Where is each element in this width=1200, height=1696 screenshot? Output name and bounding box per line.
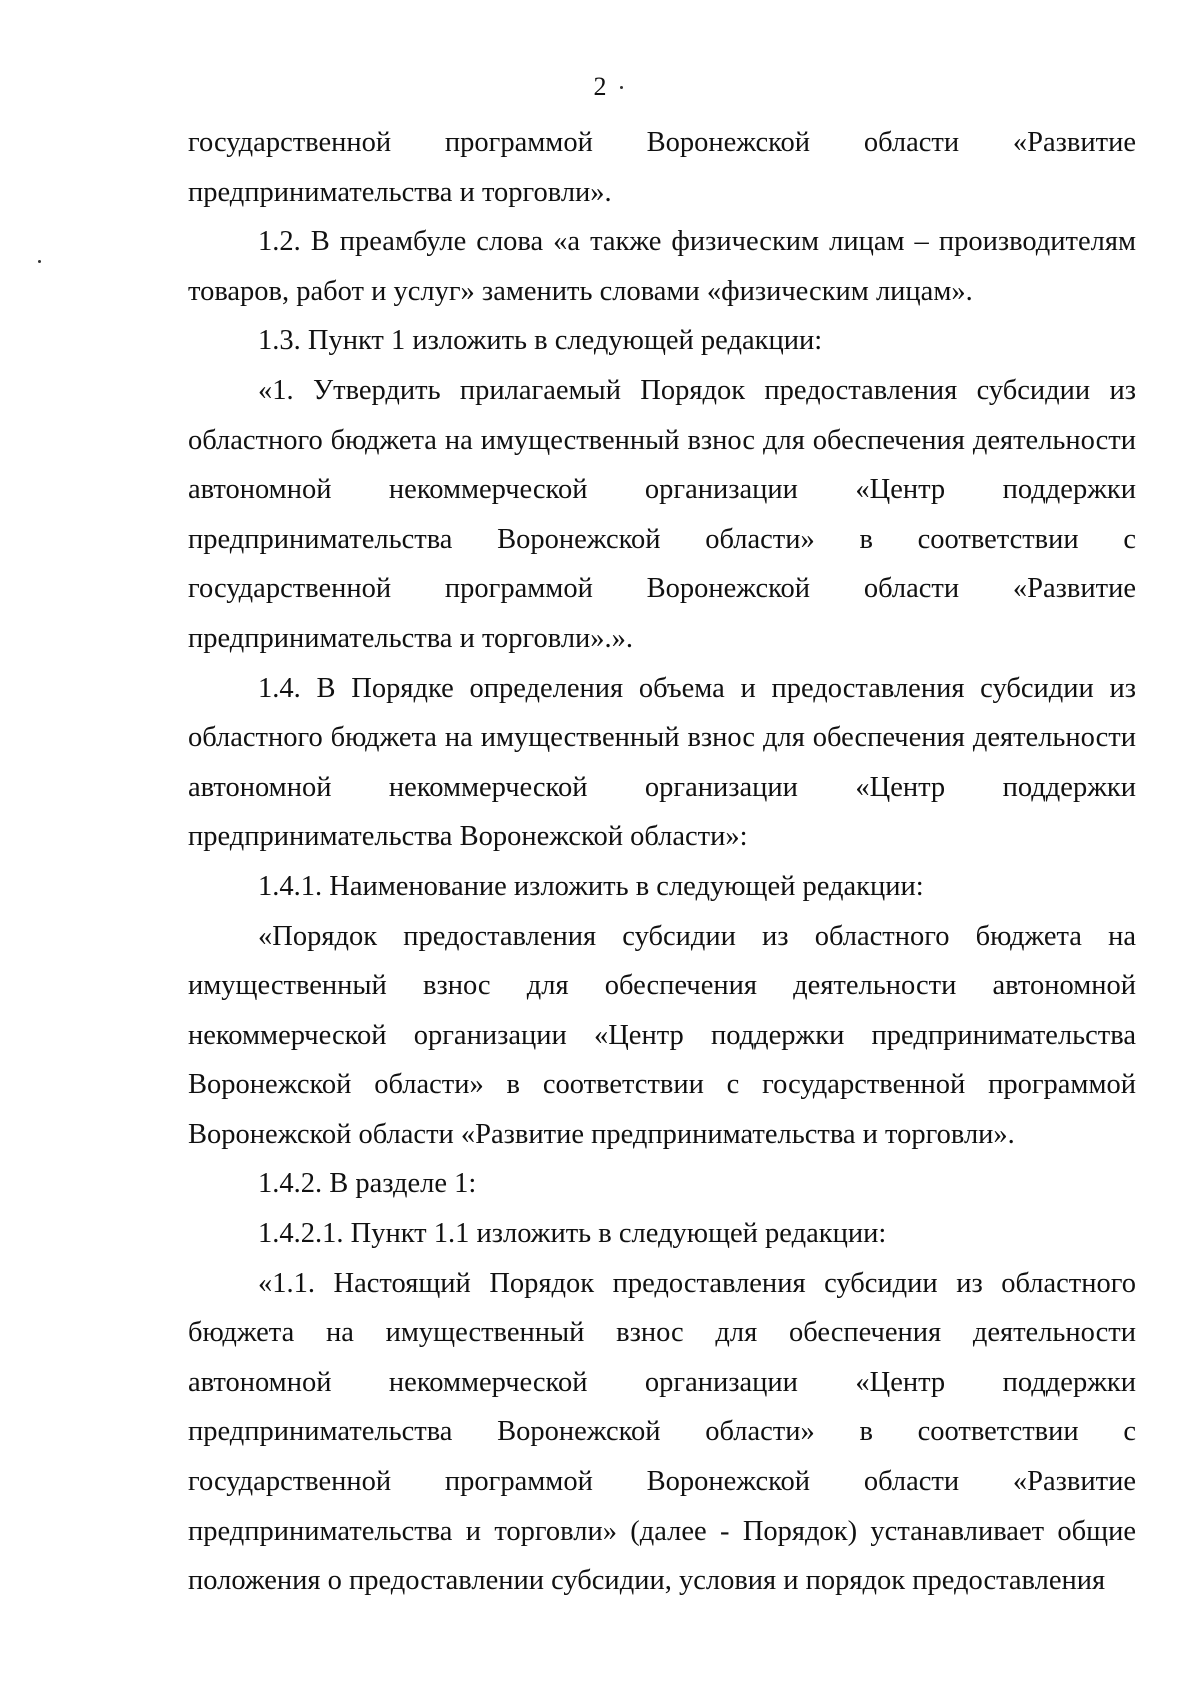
paragraph: 1.4.2.1. Пункт 1.1 изложить в следующей редакции: (258, 1218, 887, 1250)
paragraph: 1.3. Пункт 1 изложить в следующей редакции: (258, 325, 823, 357)
paragraph: «Порядок предоставления субсидии из областного бюджета на имущественный взнос для обеспечения деятельности автономной некоммерческой организации «Центр поддержки предпринимательства Воронежской области» в соответствии с государственной программой Воронежской области «Развитие предпринимательства и торговли». (188, 920, 1136, 1150)
paragraph: «1. Утвердить прилагаемый Порядок предоставления субсидии из областного бюджета на имущественный взнос для обеспечения деятельности автономной некоммерческой организации «Центр поддержки предпринимательства Воронежской области» в соответствии с государственной программой Воронежской области «Развитие предпринимательства и торговли».». (188, 374, 1136, 654)
document-body (188, 118, 1136, 1606)
paragraph: 1.2. В преамбуле слова «а также физическим лицам – производителям товаров, работ и услуг» заменить словами «физическим лицам». (188, 226, 1136, 307)
paragraph: 1.4. В Порядке определения объема и предоставления субсидии из областного бюджета на имущественный взнос для обеспечения деятельности автономной некоммерческой организации «Центр поддержки предпринимательства Воронежской области»: (188, 672, 1136, 853)
page-number: 2 (593, 72, 607, 101)
scan-artifact-dot (38, 260, 41, 263)
paragraph: 1.4.1. Наименование изложить в следующей редакции: (258, 870, 924, 902)
paragraph: 1.4.2. В разделе 1: (258, 1168, 477, 1200)
paragraph: «1.1. Настоящий Порядок предоставления субсидии из областного бюджета на имущественный взнос для обеспечения деятельности автономной некоммерческой организации «Центр поддержки предпринимательства Воронежской области» в соответствии с государственной программой Воронежской области «Развитие предпринимательства и торговли» (далее - Порядок) устанавливает общие положения о предоставлении субсидии, условия и порядок предоставления (188, 1267, 1136, 1597)
paragraph: государственной программой Воронежской области «Развитие предпринимательства и торговли». (188, 127, 1136, 208)
